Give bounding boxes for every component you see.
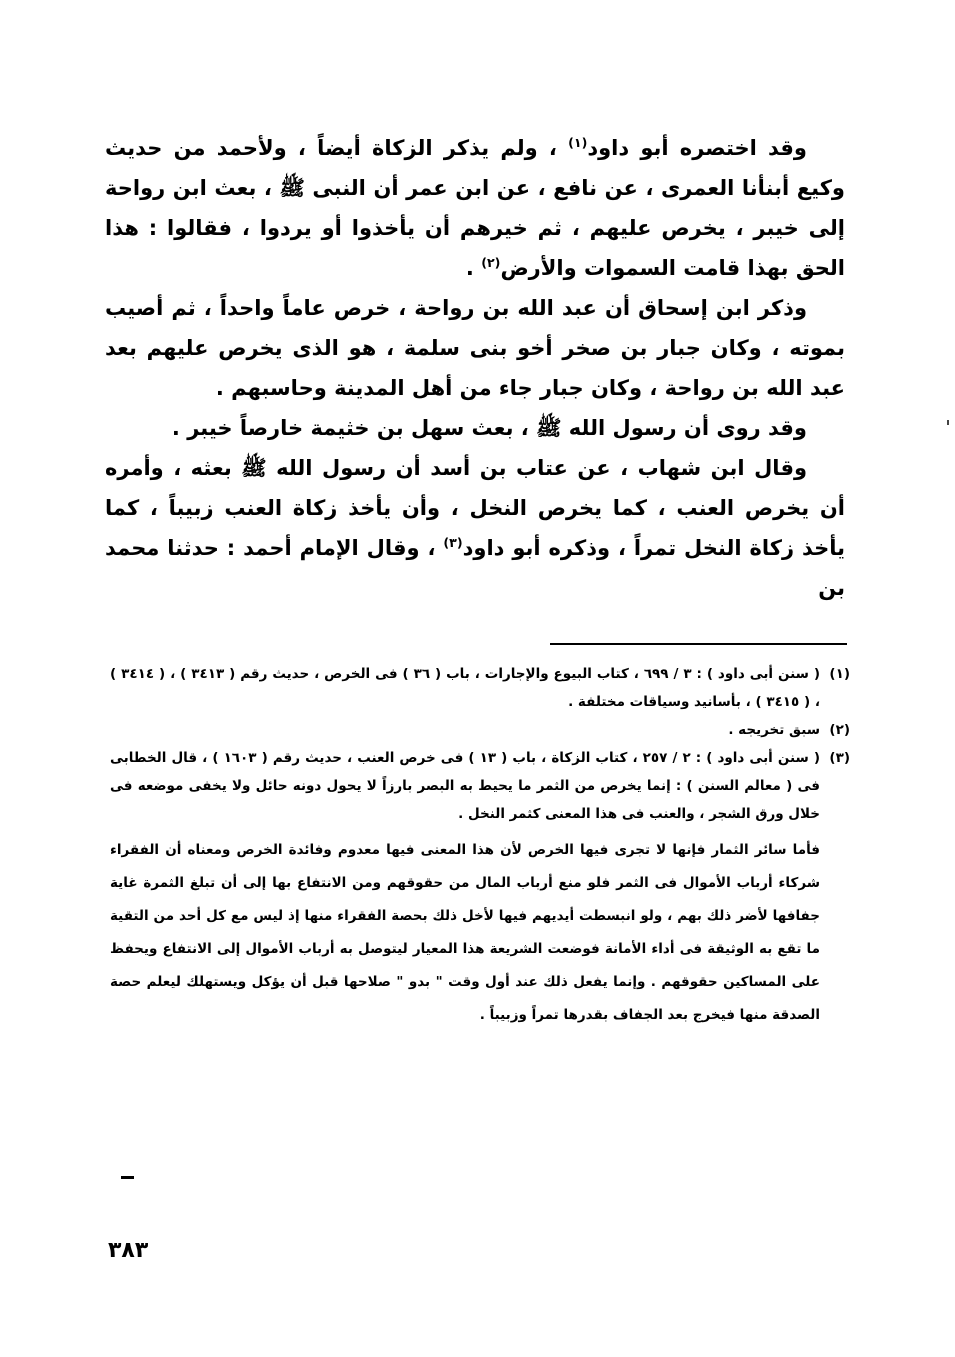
margin-tick-mark	[947, 420, 949, 425]
footnote-2-number: (٢)	[829, 722, 850, 738]
footnote-1	[110, 660, 850, 716]
paragraph-2: وذكر ابن إسحاق أن عبد الله بن رواحة ، خرص عاماً واحداً ، ثم أصيب بموته ، وكان جبار بن صخر أخو بنى سلمة ، هو الذى يخرص عليهم بعد عبد الله بن رواحة ، وكان جبار جاء من أهل المدينة وحاسبهم .	[105, 296, 845, 400]
footnote-3-text: ( سنن أبى داود ) : ٢ / ٢٥٧ ، كتاب الزكاة ، باب ( ١٣ ) فى خرص العنب ، حديث رقم ( ١٦٠٣ ) ، قال الخطابى فى ( معالم السنن ) : إنما يخرص من الثمر ما يحيط به البصر بارزاً لا يحول دونه حائل ولا يخفى موضعه فى خلال ورق الشجر ، والعنب فى هذا المعنى كثمر النخل .	[110, 750, 820, 822]
footnote-3-number: (٣)	[829, 750, 850, 766]
paragraph-1-text-c: .	[465, 256, 482, 280]
end-dash-mark	[121, 1176, 134, 1179]
footnote-3-continuation: فأما سائر الثمار فإنها لا تجرى فيها الخرص لأن هذا المعنى فيها معدوم وفائدة الخرص ومعناه أن الفقراء شركاء أرباب الأموال فى الثمر فلو منع أرباب المال من حقوقهم ومن الانتفاع بها إلى أن تبلغ الثمرة غاية جفافها لأضر ذلك بهم ، ولو انبسطت أيديهم فيها لأخل ذلك بحصة الفقراء منها إذ ليس مع كل أحد من التقية ما تقع به الوثيقة فى أداء الأمانة فوضعت الشريعة هذا المعيار ليتوصل به أرباب الأموال إلى الانتفاع ويحفظ على المساكين حقوقهم . وإنما يفعل ذلك عند أول وقت " بدو " صلاحها قبل أن يؤكل ويستهلك ليعلم حصة الصدقة منها فيخرج بعد الجفاف بقدرها تمراً وزبيباً .	[110, 842, 820, 1023]
footnote-ref-3: (٣)	[443, 535, 463, 550]
paragraph-4	[105, 448, 845, 608]
paragraph-4-text-b: ، وقال الإمام أحمد : حدثنا محمد بن	[105, 536, 845, 600]
footnote-2-text: سبق تخريجه .	[728, 722, 820, 738]
paragraph-1	[105, 128, 845, 288]
page-number: ٣٨٣	[108, 1238, 149, 1263]
main-text	[105, 128, 845, 608]
footnote-1-text: ( سنن أبى داود ) : ٣ / ٦٩٩ ، كتاب البيوع والإجارات ، باب ( ٣٦ ) فى الخرص ، حديث رقم ( ٣٤١٣ ) ، ( ٣٤١٤ ) ، ( ٣٤١٥ ) ، بأسانيد وسياقات مختلفة .	[110, 666, 821, 710]
footnote-1-number: (١)	[829, 666, 850, 682]
footnote-ref-1: (١)	[568, 135, 588, 150]
footnote-2	[110, 716, 850, 744]
paragraph-4-text-a: وقال ابن شهاب ، عن عتاب بن أسد أن رسول الله ﷺ بعثه ، وأمره أن يخرص العنب ، كما يخرص النخل ، وأن يأخذ زكاة العنب زبيباً ، كما يأخذ زكاة النخل تمراً ، وذكره أبو داود	[105, 456, 846, 560]
footnotes	[110, 660, 850, 1032]
footnote-ref-2: (٢)	[481, 255, 501, 270]
footnote-3	[110, 744, 850, 828]
paragraph-3: وقد روى أن رسول الله ﷺ ، بعث سهل بن خثيمة خارصاً خيبر .	[171, 416, 807, 440]
footnote-separator	[550, 643, 847, 645]
paragraph-1-text-a: وقد اختصره أبو داود	[587, 136, 807, 160]
paragraph-1-text-b: ، ولم يذكر الزكاة أيضاً ، ولأحمد من حديث وكيع أبنأنا العمرى ، عن نافع ، عن ابن عمر أن النبى ﷺ ، بعث ابن رواحة إلى خيبر ، يخرص عليهم ، ثم خيرهم أن يأخذوا أو يردوا ، فقالوا : هذا الحق بهذا قامت السموات والأرض	[105, 136, 845, 280]
